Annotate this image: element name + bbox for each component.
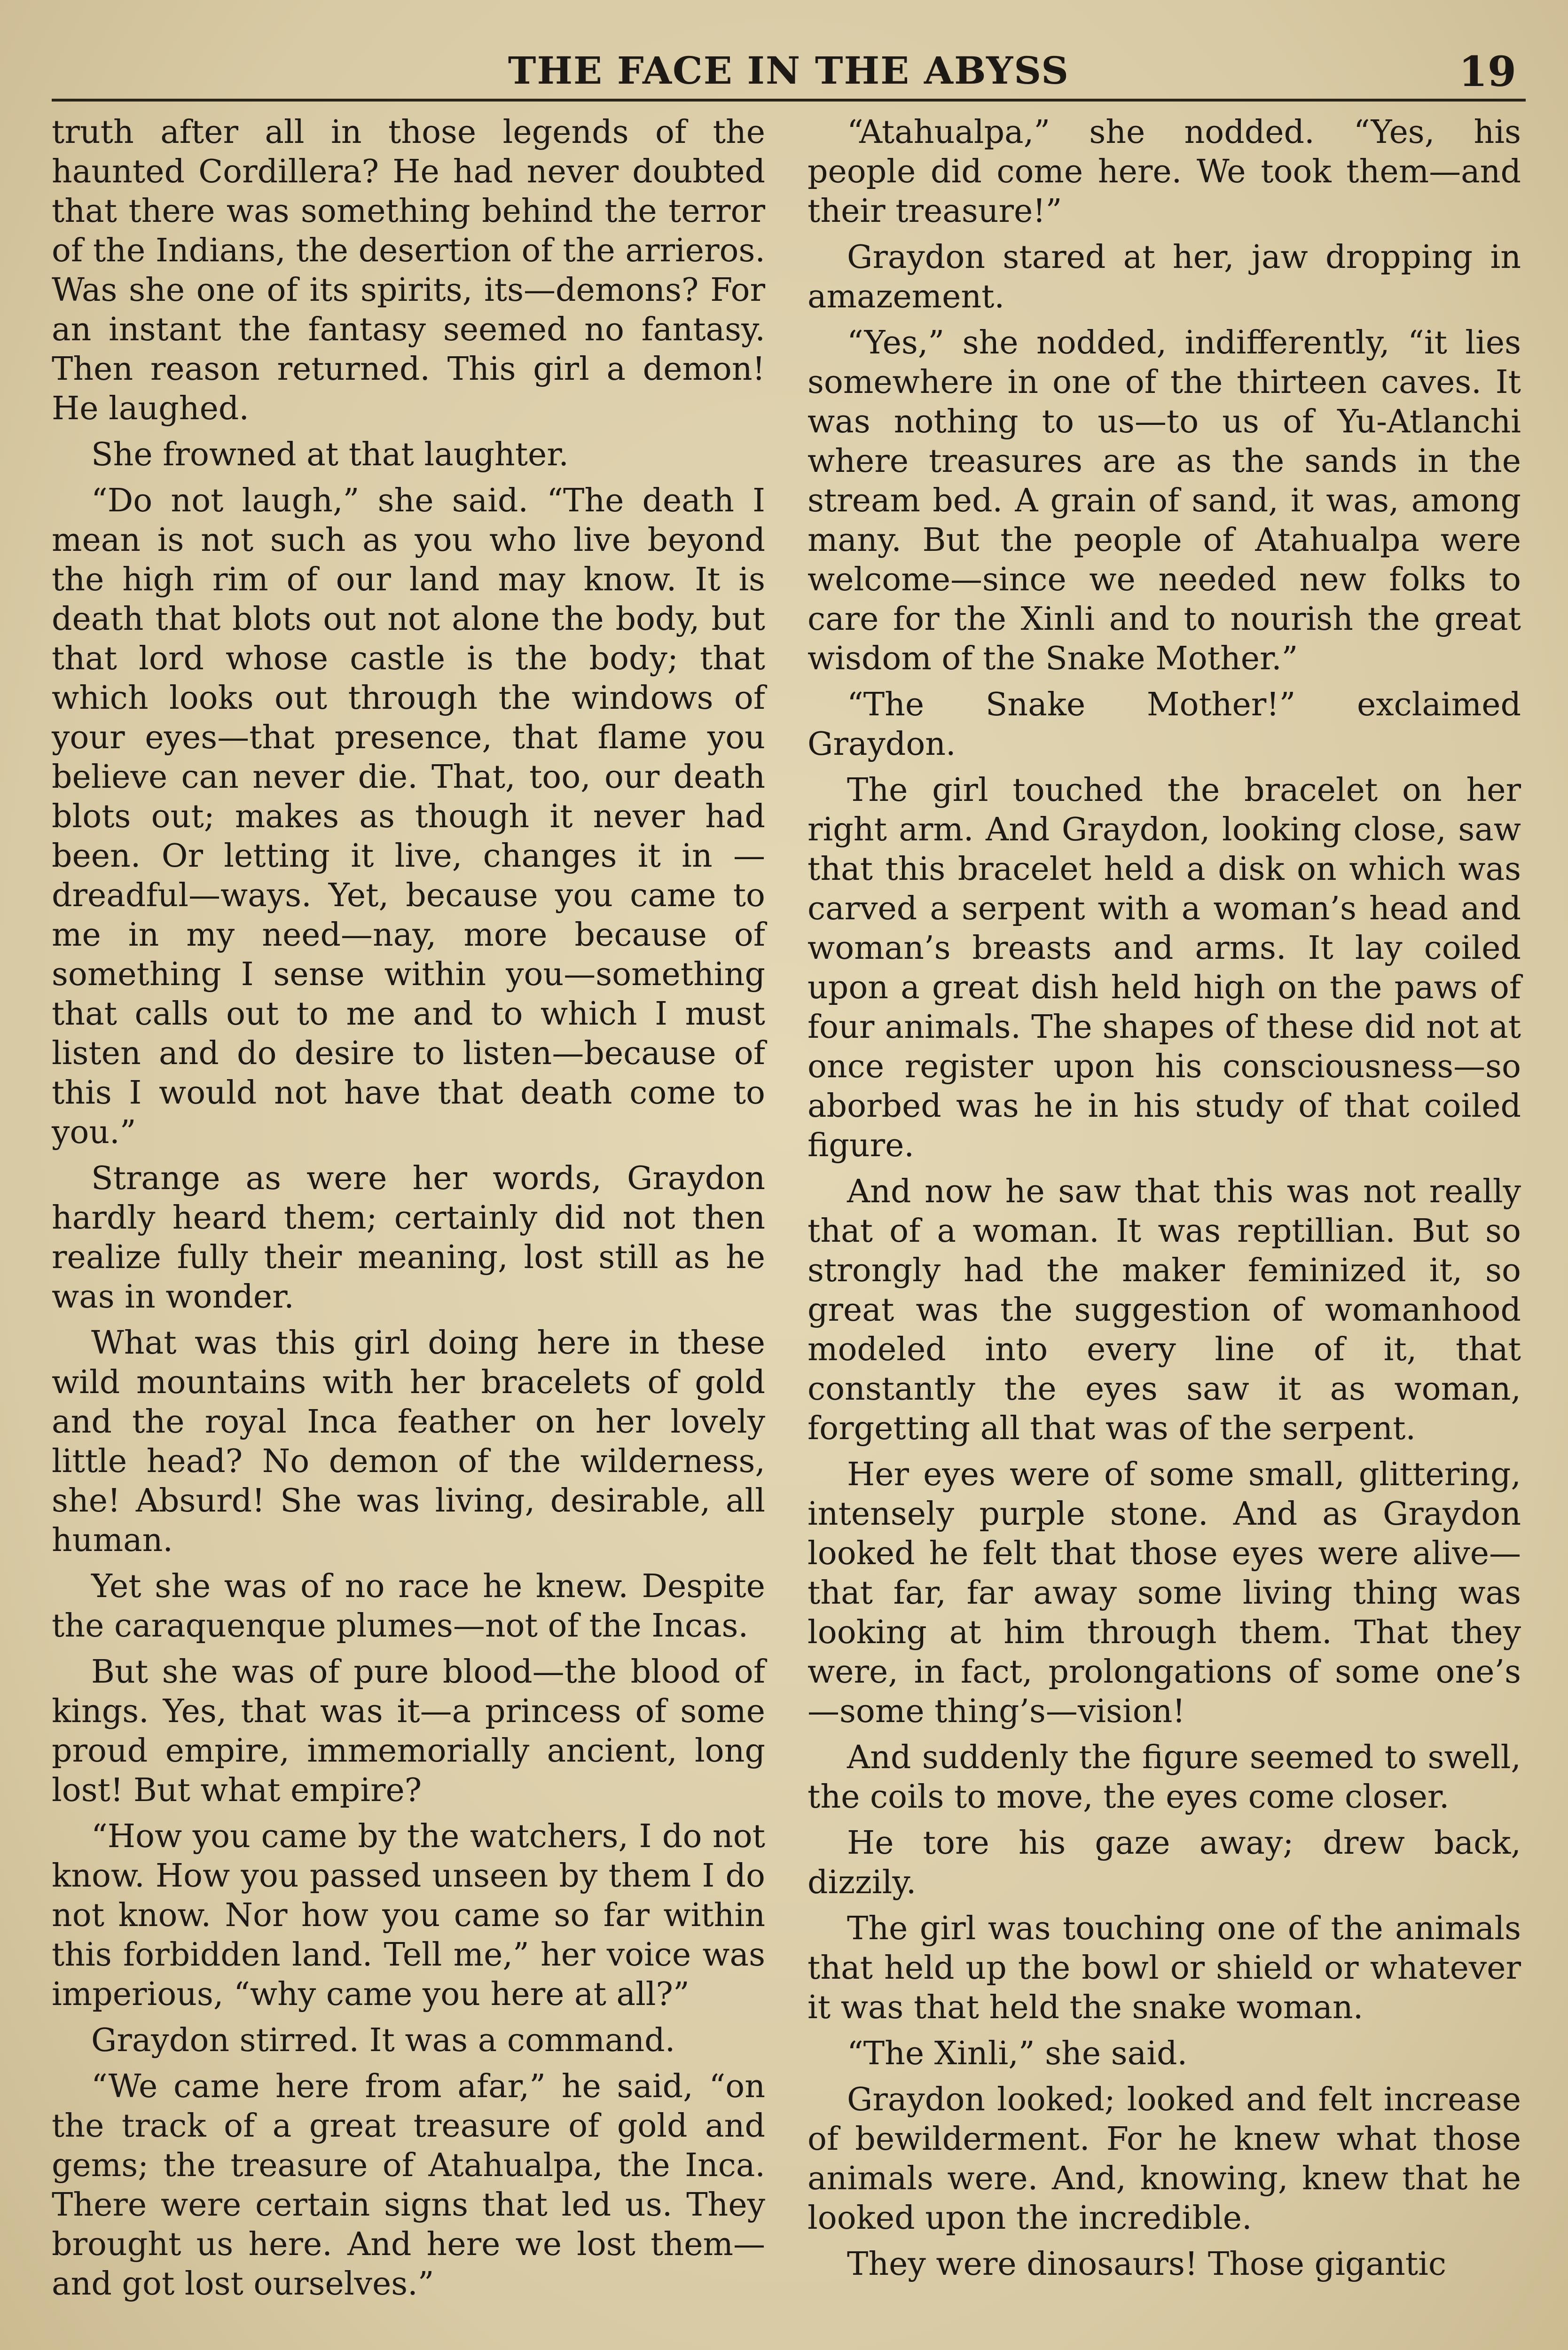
paragraph: Yet she was of no race he knew. Despite the caraquenque plumes—not of the Incas. [52, 1568, 765, 1645]
paragraph: “Yes,” she nodded, indifferently, “it lies somewhere in one of the thirteen caves. It was nothing to us—to us of Yu-Atlanchi where treasures are as the sands in the stream bed. A grain of sand, it was, among many. But the people of Atahualpa were welcome—since we needed new folks to care for the Xinli and to nourish the great wisdom of the Snake Mother.” [808, 324, 1521, 677]
paragraph: Her eyes were of some small, glittering, intensely purple stone. And as Graydon looked he felt that those eyes were alive—that far, far away some living thing was looking at him through them. That they were, in fact, prolongations of some one’s —some thing’s—vision! [808, 1456, 1521, 1730]
page-number: 19 [1458, 47, 1516, 96]
paragraph: He tore his gaze away; drew back, dizzily. [808, 1825, 1521, 1901]
left-column [52, 113, 765, 2350]
paragraph: The girl touched the bracelet on her right arm. And Graydon, looking close, saw that this bracelet held a disk on which was carved a serpent with a woman’s head and woman’s breasts and arms. It lay coiled upon a great dish held high on the paws of four animals. The shapes of these did not at once register upon his consciousness—so aborbed was he in his study of that coiled figure. [808, 772, 1521, 1164]
paragraph: Graydon stirred. It was a command. [91, 2022, 675, 2059]
paragraph: Strange as were her words, Graydon hardly heard them; certainly did not then realize fully their meaning, lost still as he was in wonder. [52, 1160, 765, 1316]
paragraph: The girl was touching one of the animals that held up the bowl or shield or whatever it was that held the snake woman. [808, 1910, 1521, 2026]
paragraph: “How you came by the watchers, I do not know. How you passed unseen by them I do not know. Nor how you came so far within this forbidden land. Tell me,” her voice was imperious, “why came you here at all?” [52, 1818, 765, 2013]
paragraph: Graydon stared at her, jaw dropping in amazement. [808, 239, 1521, 315]
paragraph: What was this girl doing here in these wild mountains with her bracelets of gold and the royal Inca feather on her lovely little head? No demon of the wilderness, she! Absurd! She was living, desirable, all human. [52, 1324, 765, 1559]
right-column [808, 113, 1521, 2350]
page-header [52, 47, 1526, 102]
paragraph: They were dinosaurs! Those gigantic [847, 2246, 1446, 2283]
paragraph: Graydon looked; looked and felt increase of bewilderment. For he knew what those animals were. And, knowing, knew that he looked upon the incredible. [808, 2081, 1521, 2237]
paragraph: But she was of pure blood—the blood of kings. Yes, that was it—a princess of some proud empire, immemorially ancient, long lost! But what empire? [52, 1653, 765, 1809]
paragraph: “We came here from afar,” he said, “on the track of a great treasure of gold and gems; the treasure of Atahualpa, the Inca. There were certain signs that led us. They brought us here. And here we lost them—and got lost ourselves.” [52, 2068, 765, 2303]
paragraph: “The Snake Mother!” exclaimed Graydon. [808, 686, 1521, 763]
text-columns [52, 113, 1521, 2350]
paragraph: “Atahualpa,” she nodded. “Yes, his people did come here. We took them—and their treasure!” [808, 114, 1521, 230]
running-title: THE FACE IN THE ABYSS [508, 48, 1070, 93]
paragraph: And now he saw that this was not really that of a woman. It was reptillian. But so strongly had the maker feminized it, so great was the suggestion of womanhood modeled into every line of it, that constantly the eyes saw it as woman, forgetting all that was of the serpent. [808, 1173, 1521, 1447]
paragraph: And suddenly the figure seemed to swell, the coils to move, the eyes come closer. [808, 1739, 1521, 1816]
paragraph: “The Xinli,” she said. [847, 2035, 1188, 2072]
paragraph: She frowned at that laughter. [91, 436, 569, 473]
paragraph: truth after all in those legends of the haunted Cordillera? He had never doubted that there was something behind the terror of the Indians, the desertion of the arrieros. Was she one of its spirits, its—demons? For an instant the fantasy seemed no fantasy. Then reason returned. This girl a demon! He laughed. [52, 114, 765, 427]
paragraph: “Do not laugh,” she said. “The death I mean is not such as you who live beyond the high rim of our land may know. It is death that blots out not alone the body, but that lord whose castle is the body; that which looks out through the windows of your eyes—that presence, that flame you believe can never die. That, too, our death blots out; makes as though it never had been. Or letting it live, changes it in —dreadful—ways. Yet, because you came to me in my need—nay, more because of something I sense within you—something that calls out to me and to which I must listen and do desire to listen—because of this I would not have that death come to you.” [52, 482, 765, 1151]
